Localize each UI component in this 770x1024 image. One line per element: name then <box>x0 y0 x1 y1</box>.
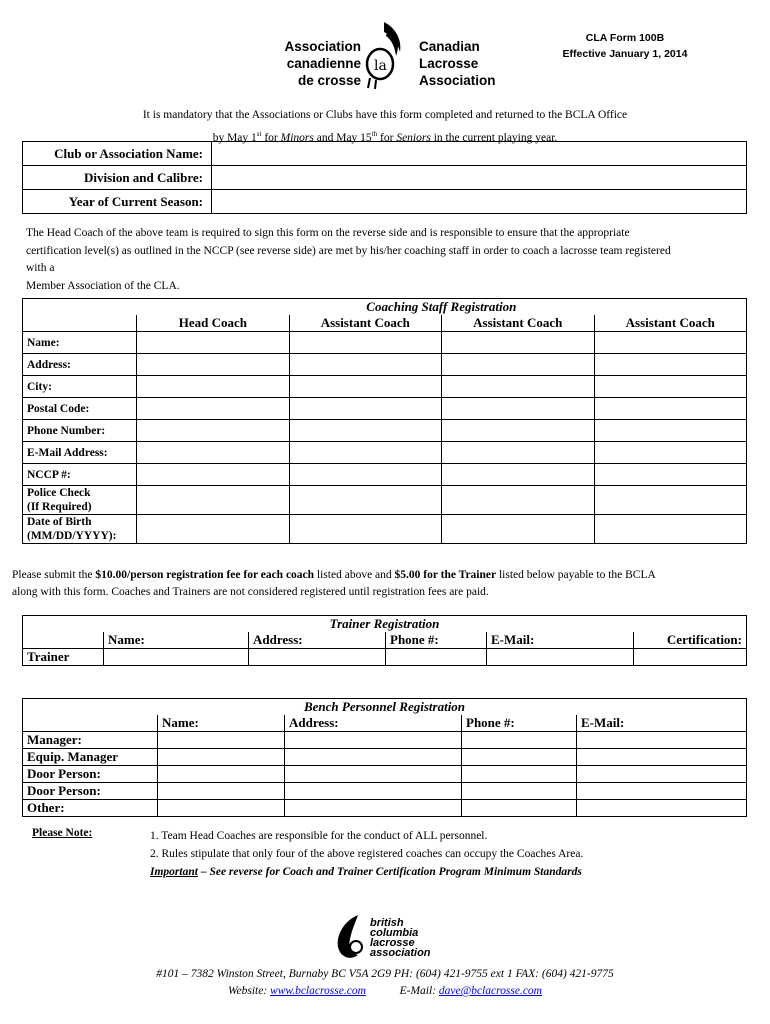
input-cell[interactable] <box>285 749 462 766</box>
paragraph-line: The Head Coach of the above team is required to sign this form on the reverse side and is responsible to ensure that the appropriate <box>26 227 630 239</box>
logo-en-line: Association <box>419 73 496 88</box>
input-cell[interactable] <box>104 649 249 666</box>
logo-en-line: Lacrosse <box>419 56 479 71</box>
input-cell[interactable] <box>594 420 747 442</box>
division-row <box>23 166 747 190</box>
input-cell[interactable] <box>442 515 594 544</box>
input-cell[interactable] <box>137 442 289 464</box>
input-cell[interactable] <box>137 354 289 376</box>
col-assistant-coach: Assistant Coach <box>289 315 441 332</box>
input-cell[interactable] <box>289 515 441 544</box>
footer-links: Website: www.bclacrosse.com E-Mail: dave@bclacrosse.com <box>227 985 542 997</box>
coaching-title: Coaching Staff Registration <box>137 299 747 316</box>
table-caption-row <box>23 699 747 716</box>
table-row <box>23 398 747 420</box>
input-cell[interactable] <box>158 732 285 749</box>
bcla-logo-text <box>370 918 431 958</box>
input-cell[interactable] <box>158 783 285 800</box>
row-label: City: <box>23 376 137 398</box>
division-label: Division and Calibre: <box>23 166 212 190</box>
input-cell[interactable] <box>289 442 441 464</box>
input-cell[interactable] <box>285 766 462 783</box>
table-row <box>23 515 747 544</box>
svg-text:la: la <box>374 58 387 74</box>
input-cell[interactable] <box>137 486 289 515</box>
input-cell[interactable] <box>594 442 747 464</box>
col-phone: Phone #: <box>386 632 487 649</box>
input-cell[interactable] <box>462 732 577 749</box>
row-label: Equip. Manager <box>23 749 158 766</box>
col-phone: Phone #: <box>462 715 577 732</box>
col-address: Address: <box>249 632 386 649</box>
col-email: E-Mail: <box>487 632 634 649</box>
input-cell[interactable] <box>137 515 289 544</box>
input-cell[interactable] <box>487 649 634 666</box>
input-cell[interactable] <box>289 398 441 420</box>
paragraph-line: with a <box>26 262 55 274</box>
paragraph-line: certification level(s) as outlined in the NCCP (see reverse side) are met by his/her coaching staff in order to coach a lacrosse team registered <box>26 244 671 257</box>
input-cell[interactable] <box>577 766 747 783</box>
club-name-field[interactable] <box>212 142 747 166</box>
input-cell[interactable] <box>594 464 747 486</box>
table-header-row <box>23 315 747 332</box>
input-cell[interactable] <box>577 732 747 749</box>
bench-title: Bench Personnel Registration <box>23 699 747 716</box>
season-label: Year of Current Season: <box>23 190 212 214</box>
table-header-row <box>23 715 747 732</box>
input-cell[interactable] <box>462 783 577 800</box>
bcla-line: lacrosse <box>370 937 415 949</box>
row-label: Other: <box>23 800 158 817</box>
col-name: Name: <box>104 632 249 649</box>
club-name-row <box>23 142 747 166</box>
bcla-line: british <box>370 917 404 929</box>
table-row <box>23 649 747 666</box>
note-item: 1. Team Head Coaches are responsible for the conduct of ALL personnel. <box>150 830 488 842</box>
col-assistant-coach: Assistant Coach <box>594 315 747 332</box>
input-cell[interactable] <box>442 486 594 515</box>
input-cell[interactable] <box>442 398 594 420</box>
season-row <box>23 190 747 214</box>
input-cell[interactable] <box>577 800 747 817</box>
table-row <box>23 749 747 766</box>
row-label: Door Person: <box>23 766 158 783</box>
table-row <box>23 766 747 783</box>
logo-fr-line: canadienne <box>286 56 361 71</box>
input-cell[interactable] <box>289 332 441 354</box>
table-caption-row <box>23 299 747 316</box>
table-row <box>23 420 747 442</box>
input-cell[interactable] <box>594 486 747 515</box>
logo-en-line: Canadian <box>419 39 480 54</box>
input-cell[interactable] <box>137 332 289 354</box>
row-label-police-check: Police Check (If Required) <box>23 486 137 515</box>
please-note-label: Please Note: <box>32 827 93 839</box>
input-cell[interactable] <box>462 749 577 766</box>
notice-line: It is mandatory that the Associations or Clubs have this form completed and returned to the BCLA Office <box>142 109 628 121</box>
row-label: Manager: <box>23 732 158 749</box>
notes-list <box>150 827 583 881</box>
row-label: Trainer <box>23 649 104 666</box>
fee-line: Please submit the $10.00/person registration fee for each coach listed above and $5.00 for the Trainer listed below payable to the BCLA <box>12 569 656 581</box>
input-cell[interactable] <box>442 376 594 398</box>
input-cell[interactable] <box>594 354 747 376</box>
table-caption-row <box>23 616 747 633</box>
table-row <box>23 332 747 354</box>
bcla-logo-icon <box>332 913 372 961</box>
form-number: CLA Form 100B <box>585 32 665 44</box>
row-label: Phone Number: <box>23 420 137 442</box>
table-row <box>23 376 747 398</box>
row-label: Address: <box>23 354 137 376</box>
logo-text-french <box>243 38 361 89</box>
logo-fr-line: de crosse <box>297 73 361 88</box>
input-cell[interactable] <box>137 398 289 420</box>
input-cell[interactable] <box>577 783 747 800</box>
bench-personnel-table <box>22 698 747 817</box>
fee-notice <box>12 567 752 601</box>
input-cell[interactable] <box>594 332 747 354</box>
row-label: Name: <box>23 332 137 354</box>
input-cell[interactable] <box>158 749 285 766</box>
input-cell[interactable] <box>289 486 441 515</box>
trainer-table <box>22 615 747 666</box>
input-cell[interactable] <box>462 800 577 817</box>
email-link[interactable]: dave@bclacrosse.com <box>438 985 542 997</box>
effective-date: Effective January 1, 2014 <box>562 48 688 60</box>
col-head-coach: Head Coach <box>137 315 289 332</box>
input-cell[interactable] <box>634 649 747 666</box>
input-cell[interactable] <box>289 420 441 442</box>
table-row <box>23 486 747 515</box>
input-cell[interactable] <box>462 766 577 783</box>
bcla-line: association <box>370 947 431 959</box>
col-certification: Certification: <box>634 632 747 649</box>
input-cell[interactable] <box>289 464 441 486</box>
table-row <box>23 800 747 817</box>
input-cell[interactable] <box>442 354 594 376</box>
col-address: Address: <box>285 715 462 732</box>
notice-line: by May 1st for Minors and May 15th for Seniors in the current playing year. <box>212 130 558 144</box>
row-label: Postal Code: <box>23 398 137 420</box>
table-header-row <box>23 632 747 649</box>
season-field[interactable] <box>212 190 747 214</box>
input-cell[interactable] <box>289 376 441 398</box>
form-identifier <box>545 30 705 62</box>
input-cell[interactable] <box>285 732 462 749</box>
website-link[interactable]: www.bclacrosse.com <box>270 985 366 997</box>
division-field[interactable] <box>212 166 747 190</box>
input-cell[interactable] <box>442 442 594 464</box>
input-cell[interactable] <box>442 420 594 442</box>
table-row <box>23 354 747 376</box>
input-cell[interactable] <box>386 649 487 666</box>
input-cell[interactable] <box>594 376 747 398</box>
input-cell[interactable] <box>594 398 747 420</box>
input-cell[interactable] <box>289 354 441 376</box>
head-coach-paragraph <box>26 225 746 295</box>
coaching-staff-table <box>22 298 747 544</box>
row-label: E-Mail Address: <box>23 442 137 464</box>
row-label: Door Person: <box>23 783 158 800</box>
col-assistant-coach: Assistant Coach <box>442 315 594 332</box>
note-item: 2. Rules stipulate that only four of the above registered coaches can occupy the Coaches Area. <box>150 848 584 860</box>
bcla-line: columbia <box>370 927 419 939</box>
club-info-table <box>22 141 747 214</box>
table-row <box>23 783 747 800</box>
col-email: E-Mail: <box>577 715 747 732</box>
input-cell[interactable] <box>285 800 462 817</box>
logo-fr-line: Association <box>284 39 361 54</box>
input-cell[interactable] <box>285 783 462 800</box>
footer-address: #101 – 7382 Winston Street, Burnaby BC V5A 2G9 PH: (604) 421-9755 ext 1 FAX: (604) 421-9775 <box>156 968 614 980</box>
cla-logo-icon <box>362 18 412 90</box>
col-name: Name: <box>158 715 285 732</box>
row-label-dob: Date of Birth (MM/DD/YYYY): <box>23 515 137 544</box>
input-cell[interactable] <box>137 376 289 398</box>
footer-contact <box>0 966 770 1000</box>
fee-line: along with this form. Coaches and Trainers are not considered registered until registration fees are paid. <box>12 586 489 598</box>
table-row <box>23 442 747 464</box>
input-cell[interactable] <box>137 420 289 442</box>
table-row <box>23 732 747 749</box>
table-row <box>23 464 747 486</box>
logo-text-english <box>419 38 496 89</box>
input-cell[interactable] <box>158 766 285 783</box>
input-cell[interactable] <box>137 464 289 486</box>
input-cell[interactable] <box>577 749 747 766</box>
input-cell[interactable] <box>442 464 594 486</box>
row-label: NCCP #: <box>23 464 137 486</box>
input-cell[interactable] <box>158 800 285 817</box>
important-note: Important – See reverse for Coach and Trainer Certification Program Minimum Standards <box>150 866 582 878</box>
paragraph-line: Member Association of the CLA. <box>26 279 180 292</box>
club-name-label: Club or Association Name: <box>23 142 212 166</box>
trainer-title: Trainer Registration <box>23 616 747 633</box>
input-cell[interactable] <box>249 649 386 666</box>
input-cell[interactable] <box>442 332 594 354</box>
input-cell[interactable] <box>594 515 747 544</box>
